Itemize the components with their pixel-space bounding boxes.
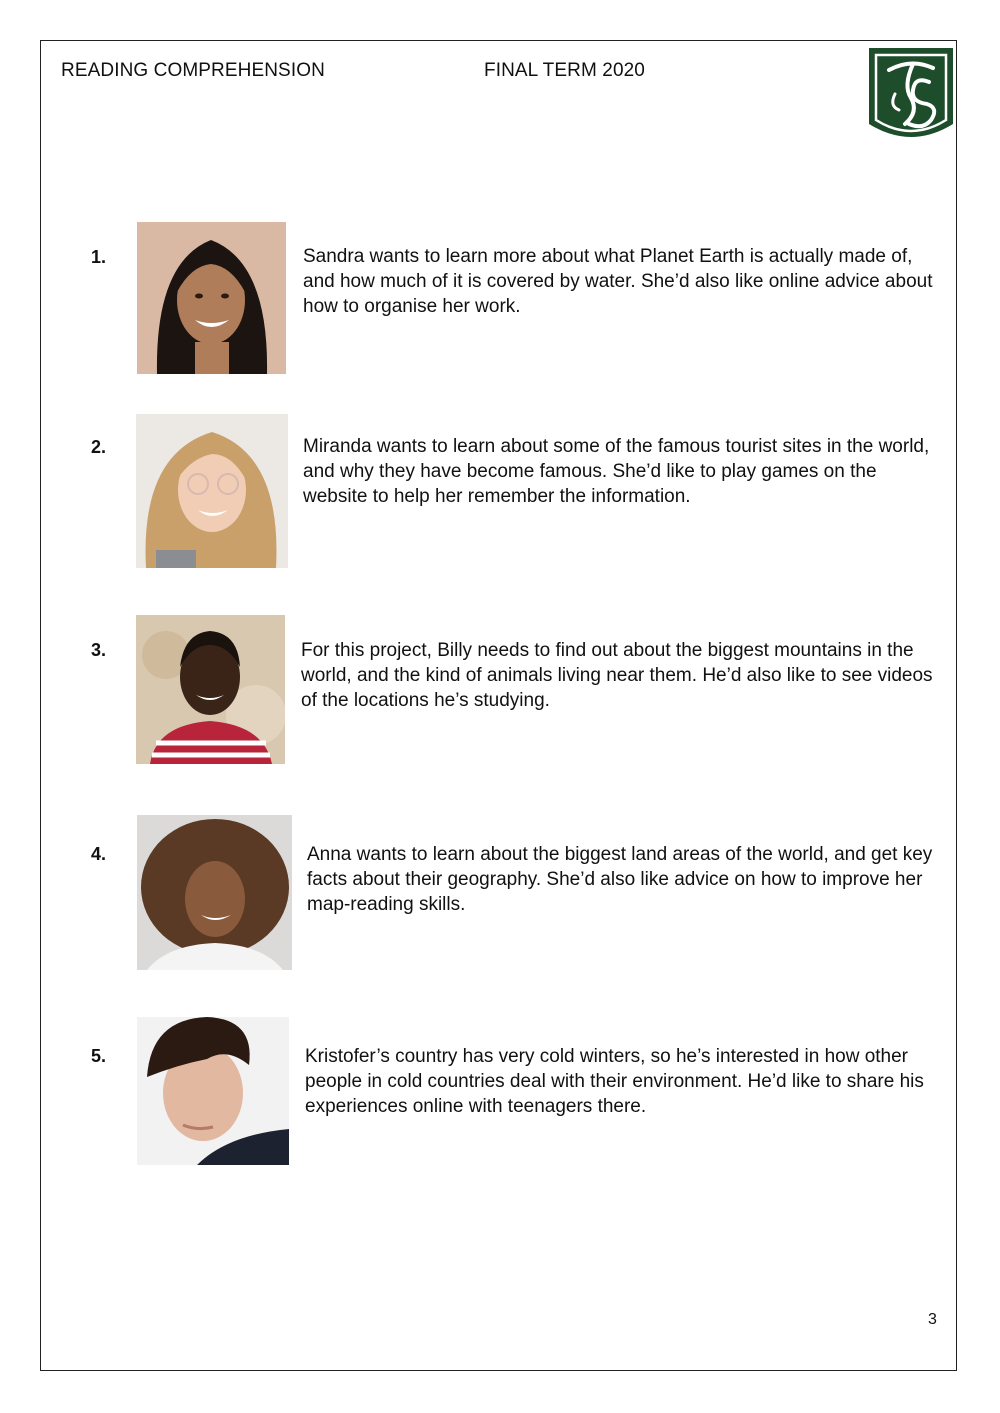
entry-description: Sandra wants to learn more about what Planet Earth is actually made of, and how much of it is covered by water. She’d also like online advice about how to organise her work. — [303, 246, 933, 317]
school-crest-icon — [867, 46, 955, 144]
entry-description: For this project, Billy needs to find out about the biggest mountains in the world, and the kind of animals living near them. He’d also like to see videos of the locations he’s studying. — [301, 640, 933, 711]
entry-number: 2. — [91, 437, 107, 457]
student-photo-anna — [137, 815, 292, 970]
entry-number: 1. — [91, 247, 107, 267]
entry-number: 5. — [91, 1046, 107, 1066]
entry-number: 4. — [91, 844, 107, 864]
entry-description: Kristofer’s country has very cold winters, so he’s interested in how other people in cold countries deal with their environment. He’d like to share his experiences online with teenagers there. — [305, 1046, 924, 1117]
student-photo-sandra — [137, 222, 286, 374]
entry-number: 3. — [91, 640, 107, 660]
entry-description: Anna wants to learn about the biggest land areas of the world, and get key facts about their geography. She’d also like advice on how to improve her map-reading skills. — [307, 844, 933, 915]
page-number: 3 — [928, 1311, 937, 1328]
header-title: READING COMPREHENSION — [61, 60, 325, 81]
student-photo-kristofer — [137, 1017, 289, 1165]
header-term: FINAL TERM 2020 — [484, 60, 645, 81]
entry-description: Miranda wants to learn about some of the famous tourist sites in the world, and why they have become famous. She’d like to play games on the website to help her remember the information. — [303, 436, 930, 507]
student-photo-billy — [136, 615, 285, 764]
student-photo-miranda — [136, 414, 288, 568]
